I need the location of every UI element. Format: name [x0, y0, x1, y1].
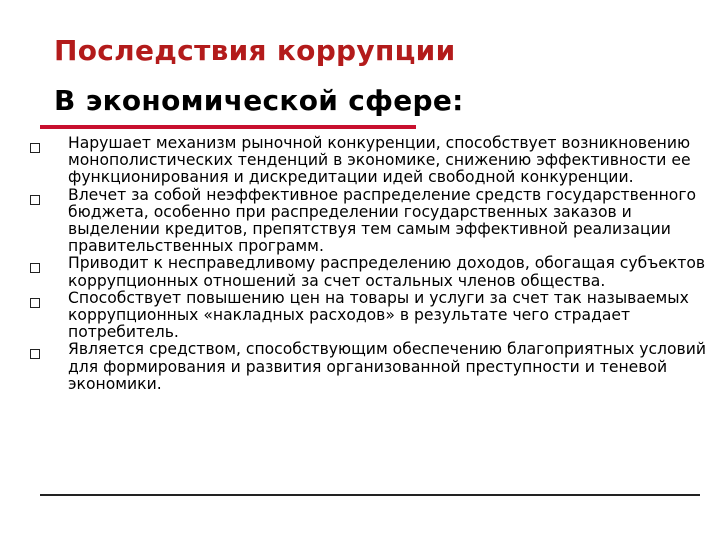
bullet-text: Приводит к несправедливому распределению доходов, обогащая субъектов коррупционных отношений за счет остальных членов общества.: [68, 254, 706, 290]
hollow-square-icon: [30, 349, 40, 359]
bullet-item: [30, 135, 710, 187]
slide-subtitle: В экономической сфере:: [54, 84, 464, 117]
bullet-text: Способствует повышению цен на товары и услуги за счет так называемых коррупционных «накладных расходов» в результате чего страдает потребитель.: [68, 288, 689, 342]
bullet-item: [30, 187, 710, 256]
bullet-text: Влечет за собой неэффективное распределение средств государственного бюджета, особенно при распределении государственных заказов и выделении кредитов, препятствуя тем самым эффективной реализации правительственных программ.: [68, 185, 697, 256]
bullet-text: Является средством, способствующим обеспечению благоприятных условий для формирования и развития организованной преступности и теневой экономики.: [68, 340, 707, 393]
hollow-square-icon: [30, 195, 40, 205]
bullet-item: [30, 290, 710, 342]
bullet-text: Нарушает механизм рыночной конкуренции, способствует возникновению монополистических тенденций в экономике, снижению эффективности ее функционирования и дискредитации идей свободной конкуренции.: [68, 134, 691, 187]
hollow-square-icon: [30, 298, 40, 308]
bullet-item: [30, 341, 710, 393]
bullet-item: [30, 255, 710, 289]
bottom-rule: [40, 494, 700, 496]
hollow-square-icon: [30, 263, 40, 273]
bullet-list: [30, 135, 710, 393]
title-underline: [40, 125, 416, 129]
slide-title: Последствия коррупции: [54, 34, 456, 67]
hollow-square-icon: [30, 143, 40, 153]
